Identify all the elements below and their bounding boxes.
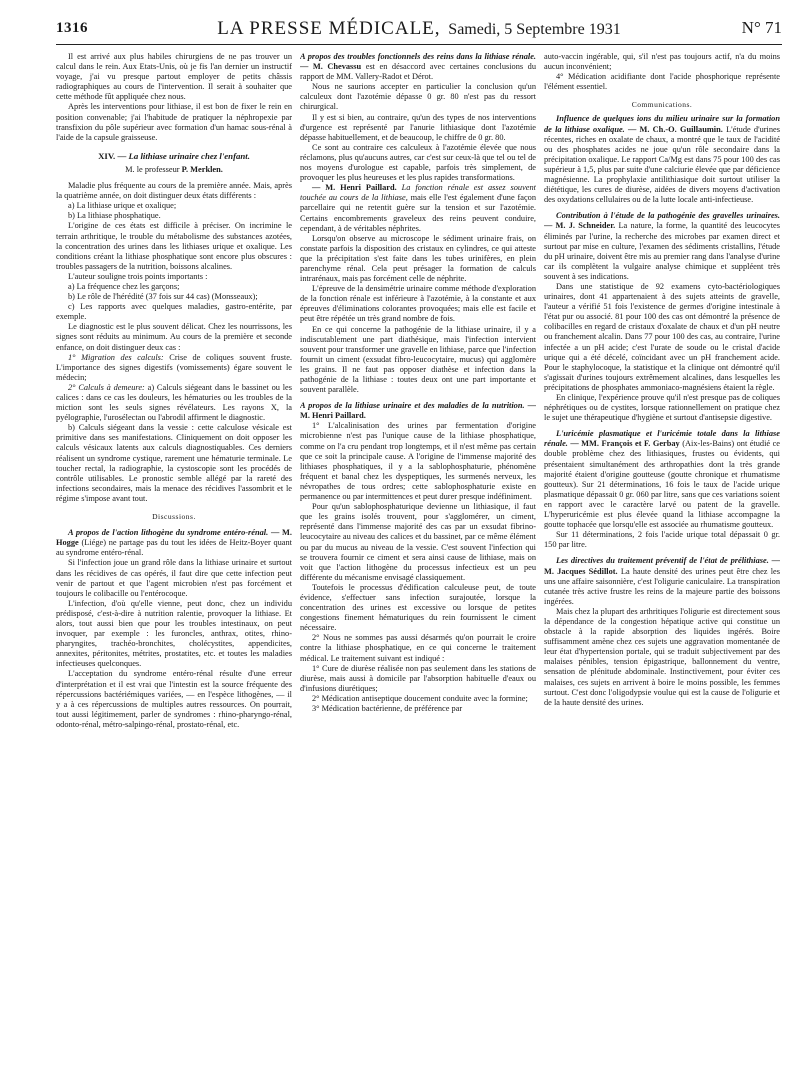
entry-title: L'uricémie plasmatique et l'uricémie totale dans la lithiase rénale. xyxy=(544,429,780,449)
paragraph: Après les interventions pour lithiase, il est bon de fixer le rein en position convenable; j'ai l'habitude de pratiquer la néphropexie par transfixion du pôle supérieur avec formation d'un hamac sous-rénal à l'aide de la capsule graisseuse. xyxy=(56,102,292,142)
list-item: 1° Cure de diurèse réalisée non pas seulement dans les stations de diurèse, mais aussi à domicile par l'absorption habituelle d'eaux ou d'infusions diurétiques; xyxy=(300,663,536,693)
list-item: b) La lithiase phosphatique. xyxy=(68,211,161,221)
list-text: Crise de coliques souvent fruste. L'importance des signes digestifs (vomissements) égare souvent le médecin; xyxy=(56,352,292,382)
issue-number: N° 71 xyxy=(741,18,782,37)
entry-body: (Liége) ne partage pas du tout les idées de Heitz-Boyer quant au syndrome entéro-rénal. xyxy=(56,538,292,558)
column-3 xyxy=(544,52,780,1076)
entry-body: L'étude d'urines récentes, riches en oxalate de chaux, a montré que le taux de l'acidité ou des phosphates acides ne joue qu'un rôle secondaire dans la précipitation oxalique. Le rapport Ca/Mg est dans 75 pour 100 des cas supérieur à 1,5, plus par suite d'une calciurie élevée que par déficience magnésienne. La prophylaxie antilithiasique doit surtout utiliser la diététique, les cures de diurèse, aidées de divers moyens d'activation des oxydations cellulaires ou de la lutte locale anti-infectieuse. xyxy=(544,124,780,205)
entry-author: — M. J. Schneider. xyxy=(544,221,616,231)
entry-author: — MM. François et F. Gerbay xyxy=(570,439,680,449)
header-rule xyxy=(56,44,782,45)
list-item xyxy=(56,353,292,383)
entry-title: A propos des troubles fonctionnels des reins dans la lithiase rénale. xyxy=(300,52,536,61)
paragraph: Sur 11 déterminations, 2 fois l'acide urique total dépassait 0 gr. 150 par litre. xyxy=(544,530,780,550)
text-columns xyxy=(56,52,782,1076)
paragraph: auto-vaccin ingérable, qui, s'il n'est pas toujours actif, n'a du moins aucun inconvénient; xyxy=(544,52,780,72)
communications-label: Communications. xyxy=(631,100,693,110)
communication-entry xyxy=(544,556,780,606)
entry-author: — M. Henri Paillard. xyxy=(312,183,397,193)
communication-entry xyxy=(544,114,780,205)
journal-title: LA PRESSE MÉDICALE, xyxy=(217,18,441,39)
section-heading xyxy=(56,151,292,161)
list-text: a) Calculs siégeant dans le bassinet ou les calices : dans ce cas les douleurs, les hématuries ou les troubles de la miction sont les seuls signes révélateurs. Les rayons X, la pyélographie, l'urosélectan ou l'abrodil affirment le diagnostic. xyxy=(56,382,292,423)
page-number: 1316 xyxy=(56,20,88,36)
paragraph: L'origine de ces états est difficile à préciser. On incrimine le terrain arthritique, le trouble du métabolisme des substances azotées, la concentration des urines dans les lithiases urique et oxalique. Les conditions créant la lithiase phosphatique sont encore plus obscures : troubles passagers de la nutrition, boissons alcalines. xyxy=(56,221,292,271)
entry-author: — M. Jacques Sédillot. xyxy=(544,556,780,576)
entry-author: — M. Chevassu xyxy=(300,62,362,72)
paragraph: Si l'infection joue un grand rôle dans la lithiase urinaire et surtout dans les récidives de cas opérés, il faut dire que cette infection peut venir de partout et que l'agent microbien n'est pas forcément et toujours le colibacille ou l'entérocoque. xyxy=(56,558,292,598)
paragraph: Il y est si bien, au contraire, qu'un des types de nos interventions d'urgence est représenté par l'anurie lithiasique dont l'azotémie dépasse habituellement, et de beaucoup, le chiffre de 0 gr. 80. xyxy=(300,112,536,142)
entry-title: Influence de quelques ions du milieu urinaire sur la formation de la lithiase oxalique. xyxy=(544,114,780,134)
paragraph: L'acceptation du syndrome entéro-rénal résulte d'une erreur d'interprétation et il est vrai que l'intestin est la source fréquente des répercussions bactériémiques variées, — en l'espèce lithogènes, — il y a à ces répercussions de multiples autres ressources. On pourrait, tout aussi légitimement, parler de syndromes : rhino-pharyngo-rénal, odonto-rénal, métro-salpingo-rénal, prostato-rénal, etc. xyxy=(56,669,292,729)
entry-title: Contribution à l'étude de la pathogénie des gravelles urinaires. xyxy=(556,211,780,221)
paragraph: Dans une statistique de 92 examens cyto-bactériologiques urinaires, dont 41 appartenaient à des sujets atteints de gravelle, l'auteur a vérifié 51 fois l'existence de germes d'origine intestinale à l'état pur ou associé. 81 pour 100 des cas ont démontré la présence de colibacilles en regard de cristaux d'oxalate de chaux et d'un pH neutre ou franchement alcalin. Dans 77 pour 100 des cas, au contraire, l'urine infectée a un pH acide; c'est l'urate de soude ou le cristal d'acide urique qui a été décelé, coïncidant avec un pH franchement acide. Pour le staphylocoque, la statistique et la clinique ont démontré qu'il s'agissait d'urines toujours extrêmement alcalines, dans lesquelles les précipitations de phosphates ammoniaco-magnésiens étaient la règle. xyxy=(544,281,780,392)
entry-author: — M. Henri Paillard. xyxy=(300,401,536,421)
paragraph: En clinique, l'expérience prouve qu'il n'est presque pas de coliques néphrétiques ou de cystites, lorsque rationnellement on pratique chez le sujet une thérapeutique d'hygiène et surtout d'antisepsie digestive. xyxy=(544,393,780,423)
entry-title: A propos de l'action lithogène du syndrome entéro-rénal. xyxy=(68,528,269,538)
communication-entry xyxy=(544,211,780,282)
discussion-entry xyxy=(56,528,292,558)
issue-date: Samedi, 5 Septembre 1931 xyxy=(448,21,621,38)
page-header xyxy=(56,18,782,42)
list-item: a) La lithiase urique et oxalique; xyxy=(68,201,177,211)
entry-body: est en désaccord avec certaines conclusions du rapport de MM. Vallery-Radot et Dérot. xyxy=(300,62,536,82)
entry-body: La nature, la forme, la quantité des leucocytes éliminés par l'urine, la recherche des microbes par examen direct et surtout par mise en culture, l'examen des sédiments cristallins, l'étude du pH urinaire, doivent être mis au premier rang dans l'analyse d'urine car ils complètent la vulgaire analyse chimique et suppléent très souvent à ses indications. xyxy=(544,221,780,281)
paragraph: Le diagnostic est le plus souvent délicat. Chez les nourrissons, les signes sont réduits au minimum. Au cours de la première et seconde enfance, on doit distinguer deux cas : xyxy=(56,322,292,352)
paragraph: Nous ne saurions accepter en particulier la conclusion qu'un calculeux dont l'azotémie dépasse 0 gr. 80 n'est pas du ressort chirurgical. xyxy=(300,82,536,112)
discussion-entry xyxy=(300,52,536,82)
paragraph: Ce sont au contraire ces calculeux à l'azotémie élevée que nous réclamons, plus qu'aucuns autres, car c'est sur ceux-là que tel ou tel de nos moyens d'urologue est capable, parfois très simplement, de provoquer les plus heureuses et les plus rapides transformations. xyxy=(300,142,536,183)
section-author xyxy=(56,165,292,175)
paragraph: 2° Nous ne sommes pas aussi désarmés qu'on pourrait le croire contre la lithiase phosphatique, en ce qui concerne le traitement médical. Le traitement suivant est indiqué : xyxy=(300,633,536,663)
list-lead: 1° Migration des calculs: xyxy=(68,352,164,362)
entry-author: — M. Hogge xyxy=(56,528,292,548)
paragraph: 1° L'alcalinisation des urines par fermentation d'origine microbienne n'est pas l'unique cause de la lithiase phosphatique, comme on l'a cru pendant trop longtemps, et il n'est même pas certain que ce soit la principale cause. A l'origine de l'immense majorité des lithiases phosphatiques, il y a la sablophosphaturie, phénomène fréquent et banal chez les dyspeptiques, les surmenés nerveux, les névropathes de tous ordres; cette sablophosphaturie existe en permanence ou par intermittences et peut durer presque indéfiniment. xyxy=(300,421,536,502)
paragraph: 4° Médication acidifiante dont l'acide phosphorique représente l'élément essentiel. xyxy=(544,72,780,92)
paragraph: Mais chez la plupart des arthritiques l'oligurie est directement sous la dépendance de la congestion hépatique active qui constitue un obstacle à la rapide absorption des liquides ingérés. Boire suffisamment amène chez ces sujets une aggravation momentanée de leur état d'hypertension portale, qui se traduit subjectivement par des malaises pénibles, tension épigastrique, ballonnement du ventre, sensation de plénitude abdominale. Instinctivement, pour éviter ces malaises, ces sujets en arrivent à boire le moins possible, les femmes surtout. C'est donc l'oligodypsie voulue qui est la cause de l'oligurie et de la haute densité des urines. xyxy=(544,606,780,707)
paragraph: L'auteur souligne trois points importants : xyxy=(68,271,208,281)
paragraph: Maladie plus fréquente au cours de la première année. Mais, après la quatrième année, on doit distinguer deux états différents : xyxy=(56,181,292,201)
author-name: P. Merklen. xyxy=(181,164,223,174)
entry-body: mais elle l'est également d'une façon parcellaire qui ne retentit guère sur la tension et sur l'azotémie. Certains encombrements graveleux des reins peuvent conduire, cependant, à de véritables néphrites. xyxy=(300,193,536,233)
column-1 xyxy=(56,52,292,1076)
paragraph: L'épreuve de la densimétrie urinaire comme méthode d'exploration de la fonction rénale est inférieure à l'azotémie, à la constante et aux épreuves d'éliminations colorantes provoquées; mais elle est facile et peut être répétée un très grand nombre de fois. xyxy=(300,284,536,324)
list-item: b) Le rôle de l'hérédité (37 fois sur 44 cas) (Monsseaux); xyxy=(68,292,258,302)
list-item: b) Calculs siégeant dans la vessie : cette calculose vésicale est primitive dans ses manifestations. Cliniquement on doit opposer les calculs vésicaux latents aux calculs diagnostiquables. Ces derniers réalisent un syndrome cystique, rarement une hématurie terminale. Le toucher rectal, la radiographie, la cystoscopie sont les procédés de contrôle utilisables. Le pronostic semble allégé par la rareté des infections secondaires, mais la menace des récidives l'assombrit et le régime s'impose avant tout. xyxy=(56,423,292,503)
list-item: 3° Médication bactérienne, de préférence par xyxy=(312,704,463,713)
list-item: a) La fréquence chez les garçons; xyxy=(68,281,180,291)
paragraph: Lorsqu'on observe au microscope le sédiment urinaire frais, on constate parfois la disposition des cristaux en cylindres, ce qui atteste que la précipitation s'est faite dans les tubes urinifères, en plein parenchyme rénal. Cela peut présager la formation de calculs intrarénaux, mais pas forcément celle de néphrite. xyxy=(300,233,536,284)
discussion-entry xyxy=(300,401,536,421)
entry-title: Les directives du traitement préventif de l'état de prélithiase. xyxy=(556,556,769,566)
paragraph: L'infection, d'où qu'elle vienne, peut donc, chez un individu prédisposé, c'est-à-dire à nutrition ralentie, provoquer la lithiase. Et alors, tout aussi bien que pour les troubles intestinaux, on peut invoquer, par exemple : les furoncles, anthrax, otites, rhino-pharyngites, trachéo-bronchites, cholécystites, appendicites, annexites, péritonites, métrites, prostatites, etc. et toutes les maladies infectieuses quelconques. xyxy=(56,598,292,669)
entry-title: La fonction rénale est assez souvent touchée au cours de la lithiase, xyxy=(300,183,536,203)
discussions-label: Discussions. xyxy=(152,512,196,522)
entry-body: (Aix-les-Bains) ont étudié ce double problème chez des lithiasiques, frustes ou évidents, qui présentaient simultanément des arthropathies dont la très grande majorité étaient d'origine goutteuse (goutte chronique et rhumatisme goutteux). Sur 21 déterminations, 16 fois le taux de l'acide urique plasmatique dépassait 0 gr. 060 par litre, sans que ces variations soient en rapport avec le caractère larvé ou patent de la gravelle. L'hyperuricémie est plus élevée quand la lithiase accompagne la goutte tophacée que lorsqu'elle est associée au rhumatisme goutteux. xyxy=(544,439,780,530)
paragraph: En ce qui concerne la pathogénie de la lithiase urinaire, il y a indiscutablement une part diathésique, mais l'infection intervient souvent pour transformer une gravelle en lithiase, parce que l'infection fournit un ciment (exsudat fibro-leucocytaire, mucus) qui agglomère les grains. Il ne faut pas opposer diathèse et infection dans la pathogénie de la lithiase : toutes deux ont une part importante et souvent parallèle. xyxy=(300,324,536,395)
entry-title: A propos de la lithiase urinaire et des maladies de la nutrition. xyxy=(300,401,525,411)
running-title xyxy=(56,18,782,40)
column-2 xyxy=(300,52,536,1076)
paragraph: Toutefois le processus d'édification calculeuse peut, de toute évidence, s'effectuer sans infection surajoutée, lorsque la concentration des urines est excessive ou lorsque de petites congestions finement hématuriques du rein fournissent le ciment nécessaire. xyxy=(300,582,536,633)
list-item: c) Les rapports avec quelques maladies, gastro-entérite, par exemple. xyxy=(56,302,292,322)
section-number: XIV. — xyxy=(98,150,127,161)
author-prefix: M. le professeur xyxy=(125,164,180,174)
list-item: 2° Médication antiseptique doucement conduite avec la formine; xyxy=(312,693,528,703)
list-item xyxy=(56,383,292,423)
discussion-entry xyxy=(300,183,536,233)
entry-author: — M. Ch.-O. Guillaumin. xyxy=(627,124,723,134)
section-title: La lithiase urinaire chez l'enfant. xyxy=(128,150,250,161)
communication-entry xyxy=(544,429,780,530)
paragraph: Pour qu'un sablophosphaturique devienne un lithiasique, il faut que les grains isolés trouvent, pour s'agglomérer, un ciment, représenté dans l'immense majorité des cas par un exsudat fibrino-leucocytaire au niveau des calices et du bassinet, par ce même élément ou par du mucus au niveau de la vessie. C'est souvent l'infection qui se trouvera fournir ce ciment et sera ainsi cause de lithiase, mais on voit que l'action lithogène du processus infectieux est un peu différente du mécanisme envisagé classiquement. xyxy=(300,502,536,582)
list-lead: 2° Calculs à demeure: xyxy=(68,382,145,392)
paragraph: Il est arrivé aux plus habiles chirurgiens de ne pas trouver un calcul dans le rein. Aux Etats-Unis, où je fis l'an dernier un instructif voyage, j'ai vu presque partout employer de petits châssis radiographiques au cours de l'intervention. Il serait à souhaiter que cette méthode fût appliquée chez nous. xyxy=(56,52,292,102)
entry-body: La haute densité des urines peut être chez les uns une affaire saisonnière, c'est l'oligurie caniculaire. La transpiration cutanée très active frustre les reins de la majeure partie des boissons ingérées. xyxy=(544,566,780,606)
